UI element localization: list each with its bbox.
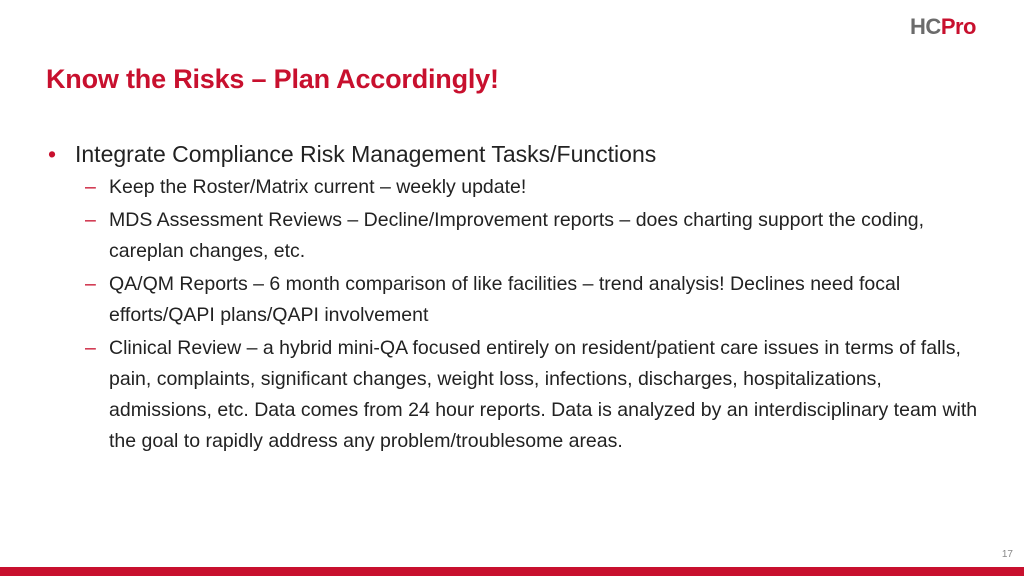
sub-bullet-item: [48, 269, 978, 331]
bullet-item: [48, 138, 978, 170]
bullet-icon: •: [48, 141, 57, 167]
sub-bullet-text: QA/QM Reports – 6 month comparison of like facilities – trend analysis! Declines need focal efforts/QAPI plans/QAPI involvement: [109, 273, 901, 326]
sub-bullet-text: Keep the Roster/Matrix current – weekly update!: [109, 176, 527, 198]
dash-icon: –: [85, 273, 96, 295]
bullet-text: Integrate Compliance Risk Management Tasks/Functions: [75, 141, 657, 167]
sub-bullet-text: MDS Assessment Reviews – Decline/Improvement reports – does charting support the coding, careplan changes, etc.: [109, 209, 925, 262]
slide-content: [48, 138, 978, 457]
page-number: 17: [1001, 549, 1013, 560]
hcpro-logo: [910, 16, 976, 38]
sub-bullet-item: [48, 205, 978, 267]
slide-title: Know the Risks – Plan Accordingly!: [46, 64, 499, 94]
dash-icon: –: [85, 337, 96, 359]
dash-icon: –: [85, 176, 96, 198]
dash-icon: –: [85, 209, 96, 231]
bottom-accent-bar: [0, 567, 1024, 576]
logo-hc: HC: [910, 14, 941, 39]
logo-pro: Pro: [940, 14, 976, 39]
sub-bullet-text: Clinical Review – a hybrid mini-QA focused entirely on resident/patient care issues in terms of falls, pain, complaints, significant changes, weight loss, infections, discharges, hospitalizations, admissions, etc. Data comes from 24 hour reports. Data is analyzed by an interdisciplinary team with the goal to rapidly address any problem/troublesome areas.: [109, 337, 978, 452]
sub-bullet-item: [48, 333, 978, 457]
sub-bullet-item: [48, 172, 978, 203]
